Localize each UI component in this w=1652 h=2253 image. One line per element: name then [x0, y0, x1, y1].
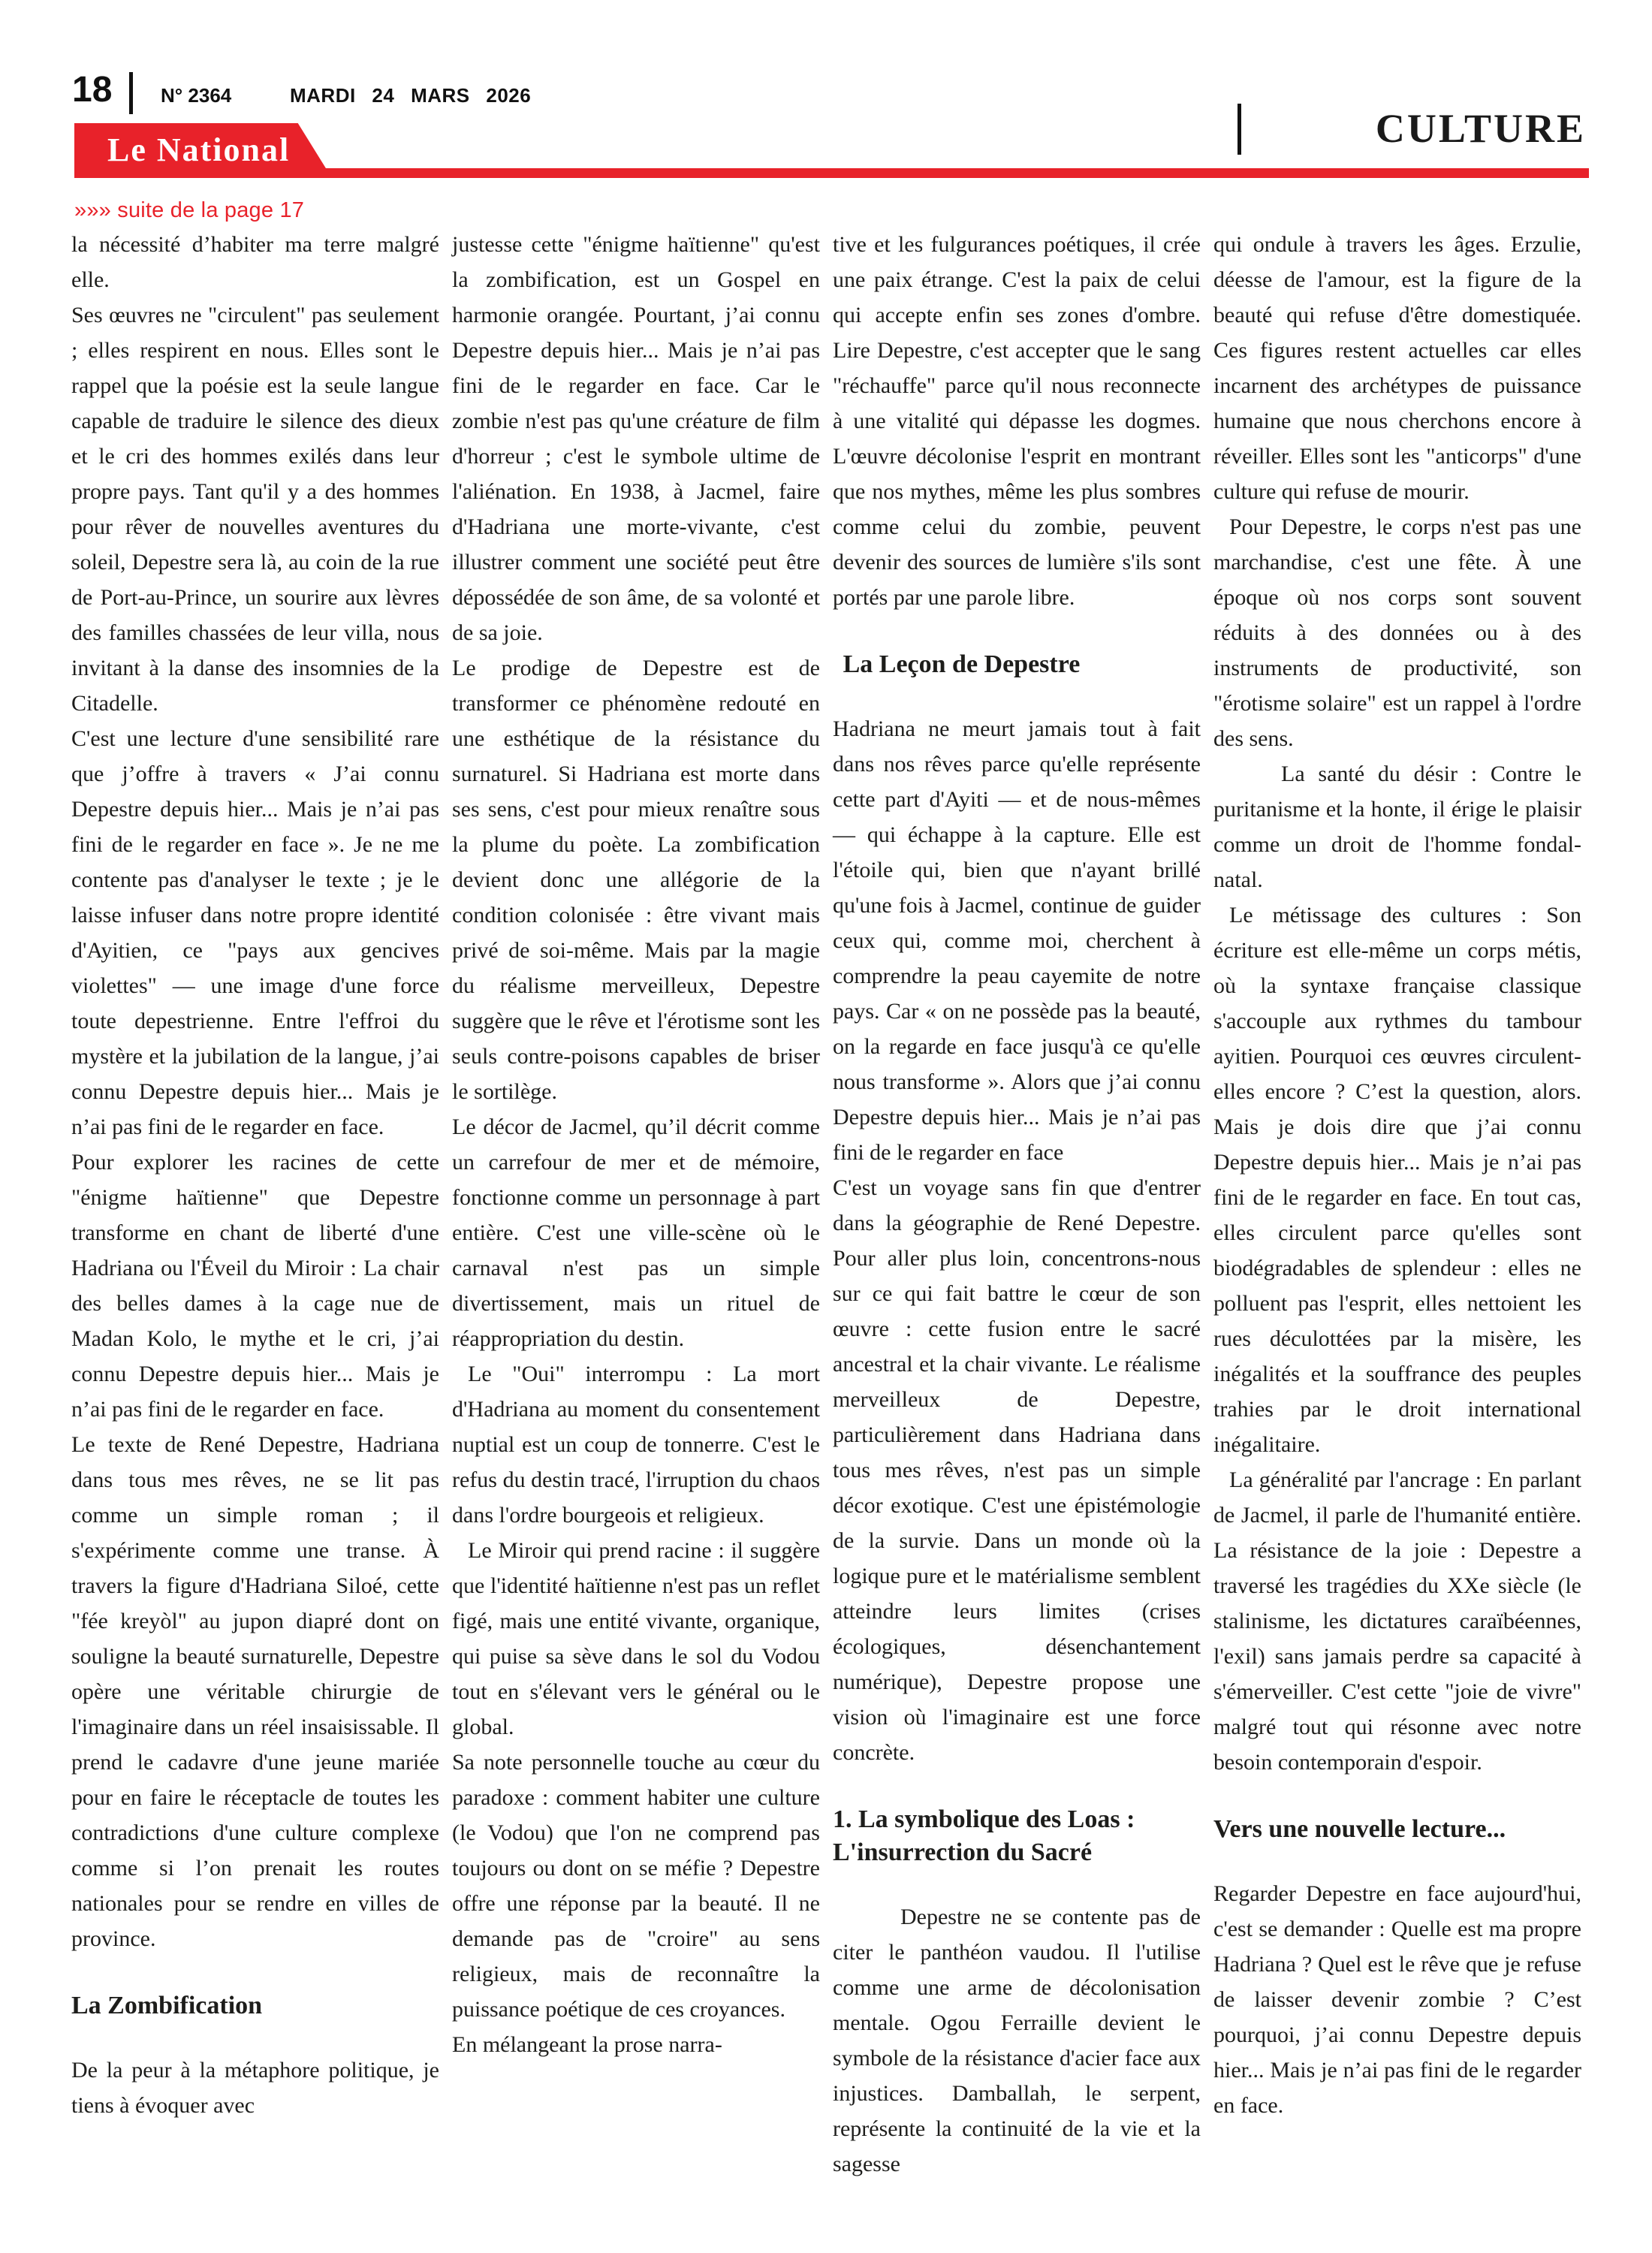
- paragraph: justesse cette "énigme haïtienne" qu'est la zombification, est un Gospel en harmonie orangée. Pourtant, j’ai connu Depestre depuis hier... Mais je n’ai pas fini de le regarder en face. Car le zombie n'est pas qu'une créature de film d'horreur ; c'est le symbole ultime de l'aliénation. En 1938, à Jacmel, faire d'Hadriana une morte-vivante, c'est illustrer comment une société peut être dépossédée de son âme, de sa volonté et de sa joie.: [452, 232, 820, 645]
- paragraph: C'est une lecture d'une sensibilité rare que j’offre à travers « J’ai connu Depestre depuis hier... Mais je n’ai pas fini de le regarder en face ». Je ne me contente pas d'analyser le texte ; je le laisse infuser dans notre propre identité d'Ayitien, ce "pays aux gencives violettes" — une image d'une force toute depestrienne. Entre l'effroi du mystère et la jubilation de la langue, j’ai connu Depestre depuis hier... Mais je n’ai pas fini de le regarder en face.: [71, 726, 439, 1139]
- paragraph: La généralité par l'ancrage : En parlant de Jacmel, il parle de l'humanité entière. La résistance de la joie : Depestre a traversé les tragédies du XXe siècle (le stalinisme, les dictatures caraïbéennes, l'exil) sans jamais perdre sa capacité à s'émerveiller. C'est cette "joie de vivre" malgré tout qui résonne avec notre besoin contemporain d'espoir.: [1213, 1467, 1581, 1775]
- paragraph: Le Miroir qui prend racine : il suggère que l'identité haïtienne n'est pas un reflet figé, mais une entité vivante, organique, qui puise sa sève dans le sol du Vodou tout en s'élevant vers le général ou le global.: [452, 1538, 820, 1739]
- paragraph: Pour explorer les racines de cette "énigme haïtienne" que Depestre transforme en chant de liberté d'une Hadriana ou l'Éveil du Miroir : La chair des belles dames à la cage nue de Madan Kolo, le mythe et le cri, j’ai connu Depestre depuis hier... Mais je n’ai pas fini de le regarder en face.: [71, 1150, 439, 1422]
- article-column-2: [452, 227, 820, 2182]
- paragraph: Ses œuvres ne "circulent" pas seulement ; elles respirent en nous. Elles sont le rappel que la poésie est la seule langue capable de traduire le silence des dieux et le cri des hommes exilés dans leur propre pays. Tant qu'il y a des hommes pour rêver de nouvelles aventures du soleil, Depestre sera là, au coin de la rue de Port-au-Prince, un sourire aux lèvres des familles chassées de leur villa, nous invitant à la danse des insomnies de la Citadelle.: [71, 303, 439, 716]
- article-column-1: [71, 227, 439, 2182]
- article-column-3: [833, 227, 1201, 2182]
- section-heading-symbolique-des-loas: 1. La symbolique des Loas : L'insurrection du Sacré: [833, 1805, 1135, 1866]
- article-column-4: [1213, 227, 1581, 2182]
- paragraph: tive et les fulgurances poétiques, il crée une paix étrange. C'est la paix de celui qui accepte enfin ses zones d'ombre. Lire Depestre, c'est accepter que le sang "réchauffe" parce qu'il nous reconnecte à une vitalité qui dépasse les dogmes. L'œuvre décolonise l'esprit en montrant que nos mythes, même les plus sombres comme celui du zombie, peuvent devenir des sources de lumière s'ils sont portés par une parole libre.: [833, 232, 1201, 610]
- paragraph: Le prodige de Depestre est de transformer ce phénomène redouté en une esthétique de la résistance du surnaturel. Si Hadriana est morte dans ses sens, c'est pour mieux renaître sous la plume du poète. La zombification devient donc une allégorie de la condition colonisée : être vivant mais privé de soi-même. Mais par la magie du réalisme merveilleux, Depestre suggère que le rêve et l'érotisme sont les seuls contre-poisons capables de briser le sortilège.: [452, 656, 820, 1104]
- section-heading-nouvelle-lecture: Vers une nouvelle lecture...: [1213, 1815, 1506, 1843]
- paragraph: Le métissage des cultures : Son écriture est elle-même un corps métis, où la syntaxe française classique s'accouple aux rythmes du tambour ayitien. Pourquoi ces œuvres circulent-elles encore ? C’est la question, alors. Mais je dois dire que j’ai connu Depestre depuis hier... Mais je n’ai pas fini de le regarder en face. En tout cas, elles circulent parce qu'elles sont biodégradables de splendeur : elles ne polluent pas l'esprit, elles nettoient les rues déculottées par la misère, les inégalités et la souffrance des peuples trahies par le droit international inégalitaire.: [1213, 903, 1581, 1457]
- section-divider-bar: [1237, 104, 1241, 155]
- continuation-note: »»» suite de la page 17: [74, 198, 305, 222]
- brand-logo: Le National: [107, 131, 291, 168]
- paragraph: Regarder Depestre en face aujourd'hui, c'est se demander : Quelle est ma propre Hadriana ? Quel est le rêve que je refuse de laisser devenir zombie ? C’est pourquoi, j’ai connu Depestre depuis hier... Mais je n’ai pas fini de le regarder en face.: [1213, 1881, 1581, 2118]
- paragraph: La santé du désir : Contre le puritanisme et la honte, il érige le plaisir comme un droit de l'homme fondal-natal.: [1213, 762, 1581, 892]
- paragraph: la nécessité d’habiter ma terre malgré elle.: [71, 232, 439, 292]
- article-body: [71, 227, 1582, 2182]
- paragraph: C'est un voyage sans fin que d'entrer dans la géographie de René Depestre. Pour aller plus loin, concentrons-nous sur ce qui fait battre le cœur de son œuvre : cette fusion entre le sacré ancestral et la chair vivante. Le réalisme merveilleux de Depestre, particulièrement dans Hadriana dans tous mes rêves, n'est pas un simple décor exotique. C'est une épistémologie de la survie. Dans un monde où la logique pure et le matérialisme semblent atteindre leurs limites (crises écologiques, désenchantement numérique), Depestre propose une vision où l'imaginaire est une force concrète.: [833, 1175, 1201, 1765]
- section-title: CULTURE: [1375, 106, 1586, 151]
- paragraph: Sa note personnelle touche au cœur du paradoxe : comment habiter une culture (le Vodou) que l'on ne comprend pas toujours ou dont on se méfie ? Depestre offre une réponse par la beauté. Il ne demande pas de "croire" au sens religieux, mais de reconnaître la puissance poétique de ces croyances.: [452, 1750, 820, 2022]
- section-heading-zombification: La Zombification: [71, 1992, 263, 2019]
- page-number: 18: [72, 70, 113, 110]
- page-number-divider: [129, 72, 133, 114]
- edition-date: MARDI 24 MARS 2026: [290, 84, 532, 107]
- issue-number: N° 2364: [161, 84, 232, 107]
- paragraph: En mélangeant la prose narra-: [452, 2032, 722, 2057]
- paragraph: De la peur à la métaphore politique, je tiens à évoquer avec: [71, 2058, 439, 2118]
- paragraph: qui ondule à travers les âges. Erzulie, déesse de l'amour, est la figure de la beauté qui refuse d'être domestiquée. Ces figures restent actuelles car elles incarnent des archétypes de puissance humaine que nous cherchons encore à réveiller. Elles sont les "anticorps" d'une culture qui refuse de mourir.: [1213, 232, 1581, 504]
- paragraph: Le texte de René Depestre, Hadriana dans tous mes rêves, ne se lit pas comme un simple roman ; il s'expérimente comme une transe. À travers la figure d'Hadriana Siloé, cette "fée kreyòl" au jupon diapré dont on souligne la beauté surnaturelle, Depestre opère une véritable chirurgie de l'imaginaire dans un réel insaisissable. Il prend le cadavre d'une jeune mariée pour en faire le réceptacle de toutes les contradictions d'une culture complexe comme si l’on prenait les routes nationales pour se rendre en villes de province.: [71, 1432, 439, 1951]
- paragraph: Le décor de Jacmel, qu’il décrit comme un carrefour de mer et de mémoire, fonctionne comme un personnage à part entière. C'est une ville-scène où le carnaval n'est pas un simple divertissement, mais un rituel de réappropriation du destin.: [452, 1114, 820, 1351]
- section-heading-lecon-de-depestre: La Leçon de Depestre: [843, 650, 1081, 678]
- paragraph: Pour Depestre, le corps n'est pas une marchandise, c'est une fête. À une époque où nos corps sont souvent réduits à des données ou à des instruments de productivité, son "érotisme solaire" est un rappel à l'ordre des sens.: [1213, 514, 1581, 751]
- paragraph: Hadriana ne meurt jamais tout à fait dans nos rêves parce qu'elle représente cette part d'Ayiti — et de nous-mêmes — qui échappe à la capture. Elle est l'étoile qui, bien que n'ayant brillé qu'une fois à Jacmel, continue de guider ceux qui, comme moi, cherchent à comprendre la peau cayemite de notre pays. Car « on ne possède pas la beauté, on la regarde en face jusqu'à ce qu'elle nous transforme ». Alors que j’ai connu Depestre depuis hier... Mais je n’ai pas fini de le regarder en face: [833, 716, 1201, 1165]
- paragraph: Le "Oui" interrompu : La mort d'Hadriana au moment du consentement nuptial est un coup de tonnerre. C'est le refus du destin tracé, l'irruption du chaos dans l'ordre bourgeois et religieux.: [452, 1362, 820, 1528]
- paragraph: Depestre ne se contente pas de citer le panthéon vaudou. Il l'utilise comme une arme de décolonisation mentale. Ogou Ferraille devient le symbole de la résistance d'acier face aux injustices. Damballah, le serpent, représente la continuité de la vie et la sagesse: [833, 1905, 1201, 2176]
